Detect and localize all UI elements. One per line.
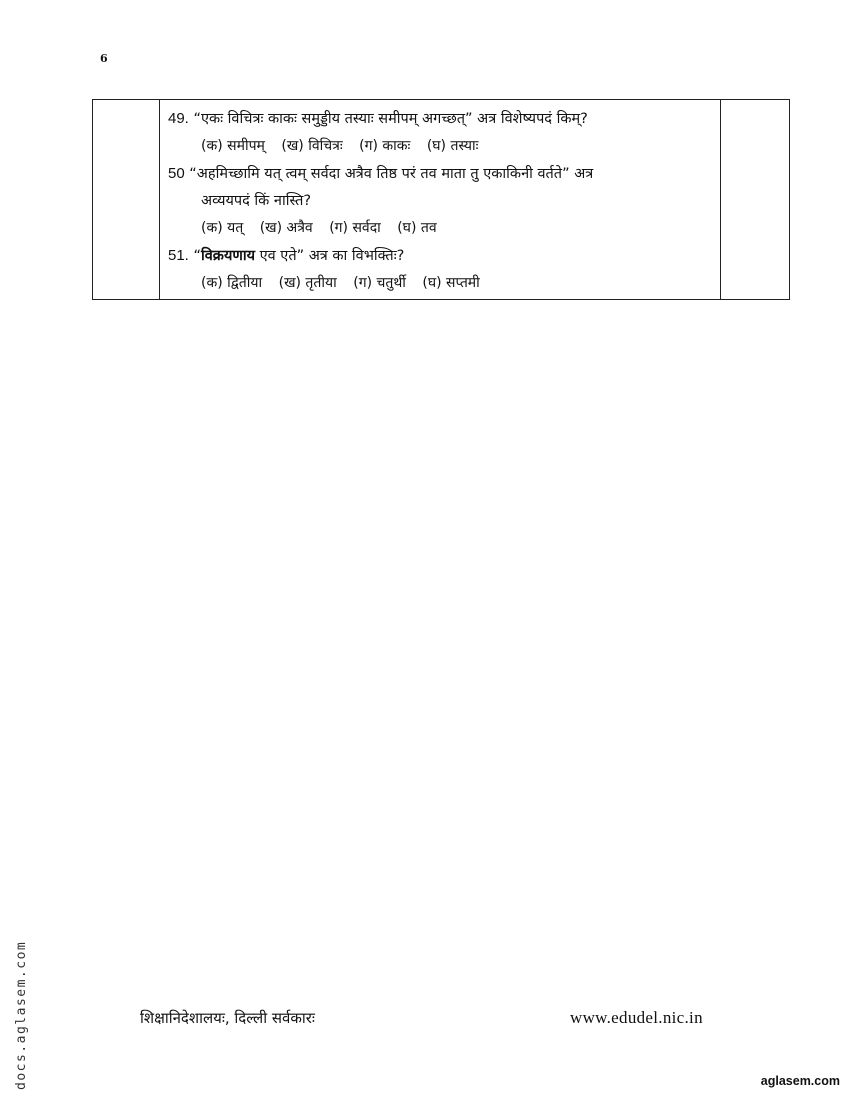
- option: (ग) चतुर्थी: [353, 275, 406, 291]
- quote-open: “: [193, 248, 201, 264]
- option: (ख) अत्रैव: [259, 220, 313, 236]
- question-number: 49.: [168, 110, 189, 127]
- option: (घ) सप्तमी: [422, 275, 480, 291]
- footer-department: शिक्षानिदेशालयः, दिल्ली सर्वकारः: [140, 1009, 315, 1027]
- options-49: [168, 133, 712, 160]
- option: (ग) काकः: [359, 138, 411, 154]
- option: (क) समीपम्: [201, 138, 265, 154]
- option: (ख) तृतीया: [278, 275, 337, 291]
- option: (क) द्वितीया: [201, 275, 263, 291]
- table-row: [93, 100, 790, 300]
- question-cell: [160, 100, 721, 300]
- left-blank-cell: [93, 100, 160, 300]
- footer-website: www.edudel.nic.in: [570, 1008, 703, 1027]
- option: (क) यत्: [201, 220, 244, 236]
- bold-word: विक्रयणाय: [200, 248, 255, 264]
- option: (ख) विचित्रः: [281, 138, 343, 154]
- question-text: अव्ययपदं किं नास्ति?: [201, 193, 312, 209]
- question-50-continued: [168, 188, 712, 215]
- question-number: 50: [168, 165, 185, 182]
- question-49: [168, 105, 712, 133]
- question-text: “एकः विचित्रः काकः समुड्डीय तस्याः समीपम् अगच्छत्” अत्र विशेष्यपदं किम्?: [193, 111, 588, 127]
- question-51: [168, 242, 712, 270]
- question-50: [168, 160, 712, 188]
- option: (घ) तस्याः: [426, 138, 479, 154]
- page-number: 6: [100, 52, 108, 65]
- question-text: “अहमिच्छामि यत् त्वम् सर्वदा अत्रैव तिष्ठ परं तव माता तु एकाकिनी वर्तते” अत्र: [189, 166, 594, 182]
- options-50: [168, 215, 712, 242]
- option: (ग) सर्वदा: [329, 220, 381, 236]
- option: (घ) तव: [397, 220, 437, 236]
- brand-mark: aglasem.com: [760, 1074, 840, 1088]
- options-51: [168, 270, 712, 297]
- question-table: [92, 99, 790, 300]
- right-blank-cell: [721, 100, 790, 300]
- side-watermark: docs.aglasem.com: [14, 940, 29, 1090]
- question-text: एव एते” अत्र का विभक्तिः?: [255, 248, 405, 264]
- question-number: 51.: [168, 247, 189, 264]
